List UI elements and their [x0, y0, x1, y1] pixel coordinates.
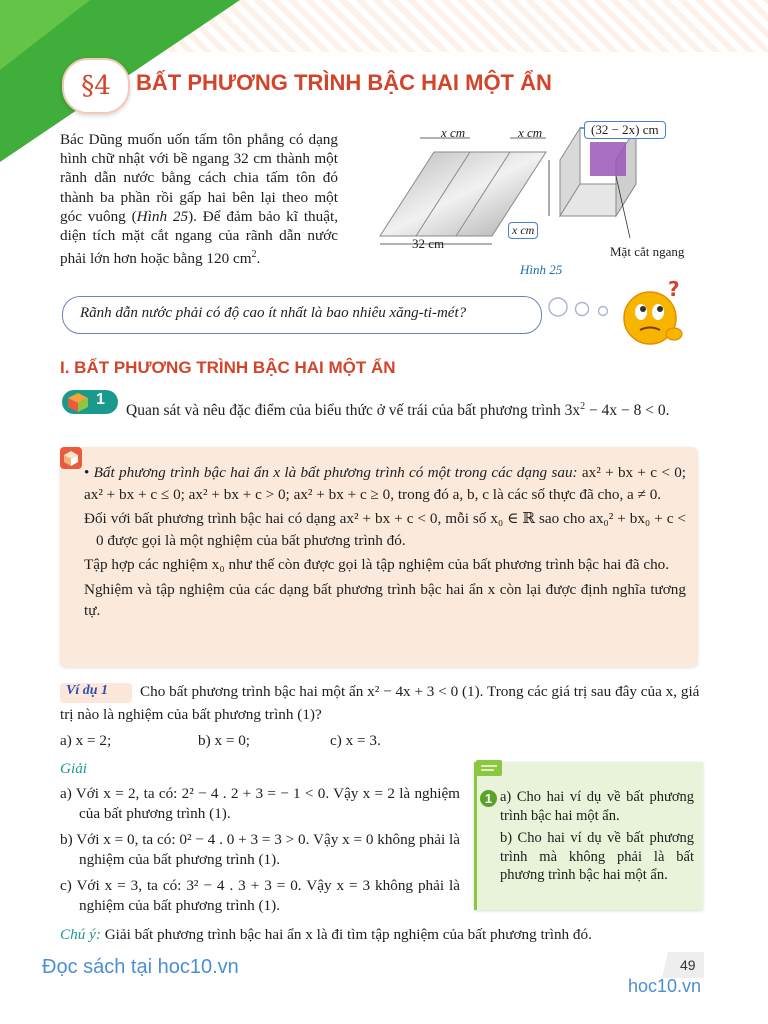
- thinking-emoji-icon: [616, 278, 690, 350]
- footer-read-link[interactable]: Đọc sách tại hoc10.vn: [42, 956, 239, 978]
- figure-label-side: x cm: [508, 222, 538, 239]
- intro-text-1: Bác Dũng muốn uốn tấm tôn phẳng có dạng hình chữ nhật với bề ngang 32 cm thành một rãnh dẫn nước bằng cách chia tấm tôn đó thành ba phần rồi gấp hai bên lại theo một góc vuông (: [60, 131, 338, 225]
- practice-text: [500, 788, 694, 889]
- figure-caption: Hình 25: [520, 262, 563, 277]
- figure-label-top: (32 − 2x) cm: [584, 121, 666, 139]
- definition-paragraph-2: Nghiệm và tập nghiệm của các dạng bất phương trình bậc hai ẩn x còn lại được định nghĩa tương tự.: [84, 580, 686, 619]
- solution-c: c) Với x = 3, ta có: 3² − 4 . 3 + 3 = 0. Vậy x = 3 không phải là nghiệm của bất phương trình (1).: [60, 877, 460, 914]
- page-title: BẤT PHƯƠNG TRÌNH BẬC HAI MỘT ẨN: [136, 70, 552, 95]
- page-number: 49: [680, 957, 696, 973]
- intro-text-2: ). Để đảm bảo kĩ thuật, diện tích mặt cắt ngang của rãnh dẫn nước phải lớn hơn hoặc bằng 120 cm: [60, 207, 338, 268]
- intro-exponent: 2: [251, 249, 257, 261]
- note-text: Giải bất phương trình bậc hai ẩn x là đi tìm tập nghiệm của bất phương trình đó.: [100, 926, 592, 943]
- solution-a: a) Với x = 2, ta có: 2² − 4 . 2 + 3 = − 1 < 0. Vậy x = 2 là nghiệm của bất phương trình (1).: [60, 785, 460, 822]
- solution-b: b) Với x = 0, ta có: 0² − 4 . 0 + 3 = 3 > 0. Vậy x = 0 không phải là nghiệm của bất phương trình (1).: [60, 831, 460, 868]
- note-label: Chú ý:: [60, 926, 101, 943]
- figure-label-x-left: x cm: [441, 125, 466, 140]
- activity-text-1: Quan sát và nêu đặc điểm của biểu thức ở vế trái của bất phương trình 3x: [126, 402, 581, 420]
- pencil-note-icon: [474, 756, 508, 780]
- definition-bullet-1: • Bất phương trình bậc hai ẩn x là bất phương trình có một trong các dạng sau: ax² + bx + c < 0; ax² + bx + c ≤ 0; ax² + bx + c > 0; ax² + bx + c ≥ 0, trong đó a, b, c là các số thực đã cho, a ≠ 0.: [84, 464, 687, 503]
- example-text: Cho bất phương trình bậc hai một ẩn x² − 4x + 3 < 0 (1). Trong các giá trị sau đây của x, giá trị nào là nghiệm của bất phương trình (1)?: [60, 683, 700, 723]
- footer-site-link[interactable]: hoc10.vn: [628, 976, 702, 996]
- svg-text:?: ?: [668, 278, 680, 301]
- cross-section: [590, 142, 626, 176]
- solution-text: [60, 784, 460, 922]
- solution-label: Giải: [60, 760, 88, 777]
- figure-label-section: Mặt cắt ngang: [610, 244, 685, 259]
- figure-reference: Hình 25: [136, 207, 189, 225]
- section-number-badge: §4: [62, 58, 130, 114]
- thought-bubble-dots: [548, 292, 618, 322]
- question-text: Rãnh dẫn nước phải có độ cao ít nhất là bao nhiêu xăng-ti-mét?: [80, 305, 467, 321]
- definition-bullet-2: Đối với bất phương trình bậc hai có dạng ax² + bx + c < 0, mỗi số x₀ ∈ ℝ sao cho ax₀² + bx₀ + c < 0 được gọi là một nghiệm của bất phương trình đó.: [84, 510, 686, 549]
- figure-label-width: 32 cm: [412, 236, 445, 251]
- section-heading: I. BẤT PHƯƠNG TRÌNH BẬC HAI MỘT ẨN: [60, 358, 396, 377]
- option-b: b) x = 0;: [198, 732, 251, 749]
- practice-a: a) Cho hai ví dụ về bất phương trình bậc hai một ẩn.: [500, 789, 694, 824]
- intro-paragraph: [60, 130, 338, 268]
- note: [60, 926, 700, 944]
- option-a: a) x = 2;: [60, 732, 112, 749]
- activity-text: [60, 393, 700, 424]
- figure-label-x-right: x cm: [518, 125, 543, 140]
- definition-cube-icon: [60, 447, 82, 469]
- definition-paragraph-1: Tập hợp các nghiệm x₀ như thế còn được gọi là tập nghiệm của bất phương trình bậc hai đã cho.: [84, 556, 670, 573]
- example-label: Ví dụ 1: [66, 683, 109, 698]
- option-c: c) x = 3.: [330, 732, 381, 749]
- intro-text-3: .: [256, 250, 261, 268]
- definition-text: [84, 462, 686, 625]
- activity-text-2: − 4x − 8 < 0.: [585, 402, 670, 420]
- practice-number: 1: [480, 790, 497, 807]
- activity-exponent: 2: [580, 401, 586, 412]
- activity-number: 1: [96, 391, 105, 408]
- practice-b: b) Cho hai ví dụ về bất phương trình mà không phải là bất phương trình bậc hai một ẩn.: [500, 830, 694, 883]
- folded-gutter: [549, 128, 636, 238]
